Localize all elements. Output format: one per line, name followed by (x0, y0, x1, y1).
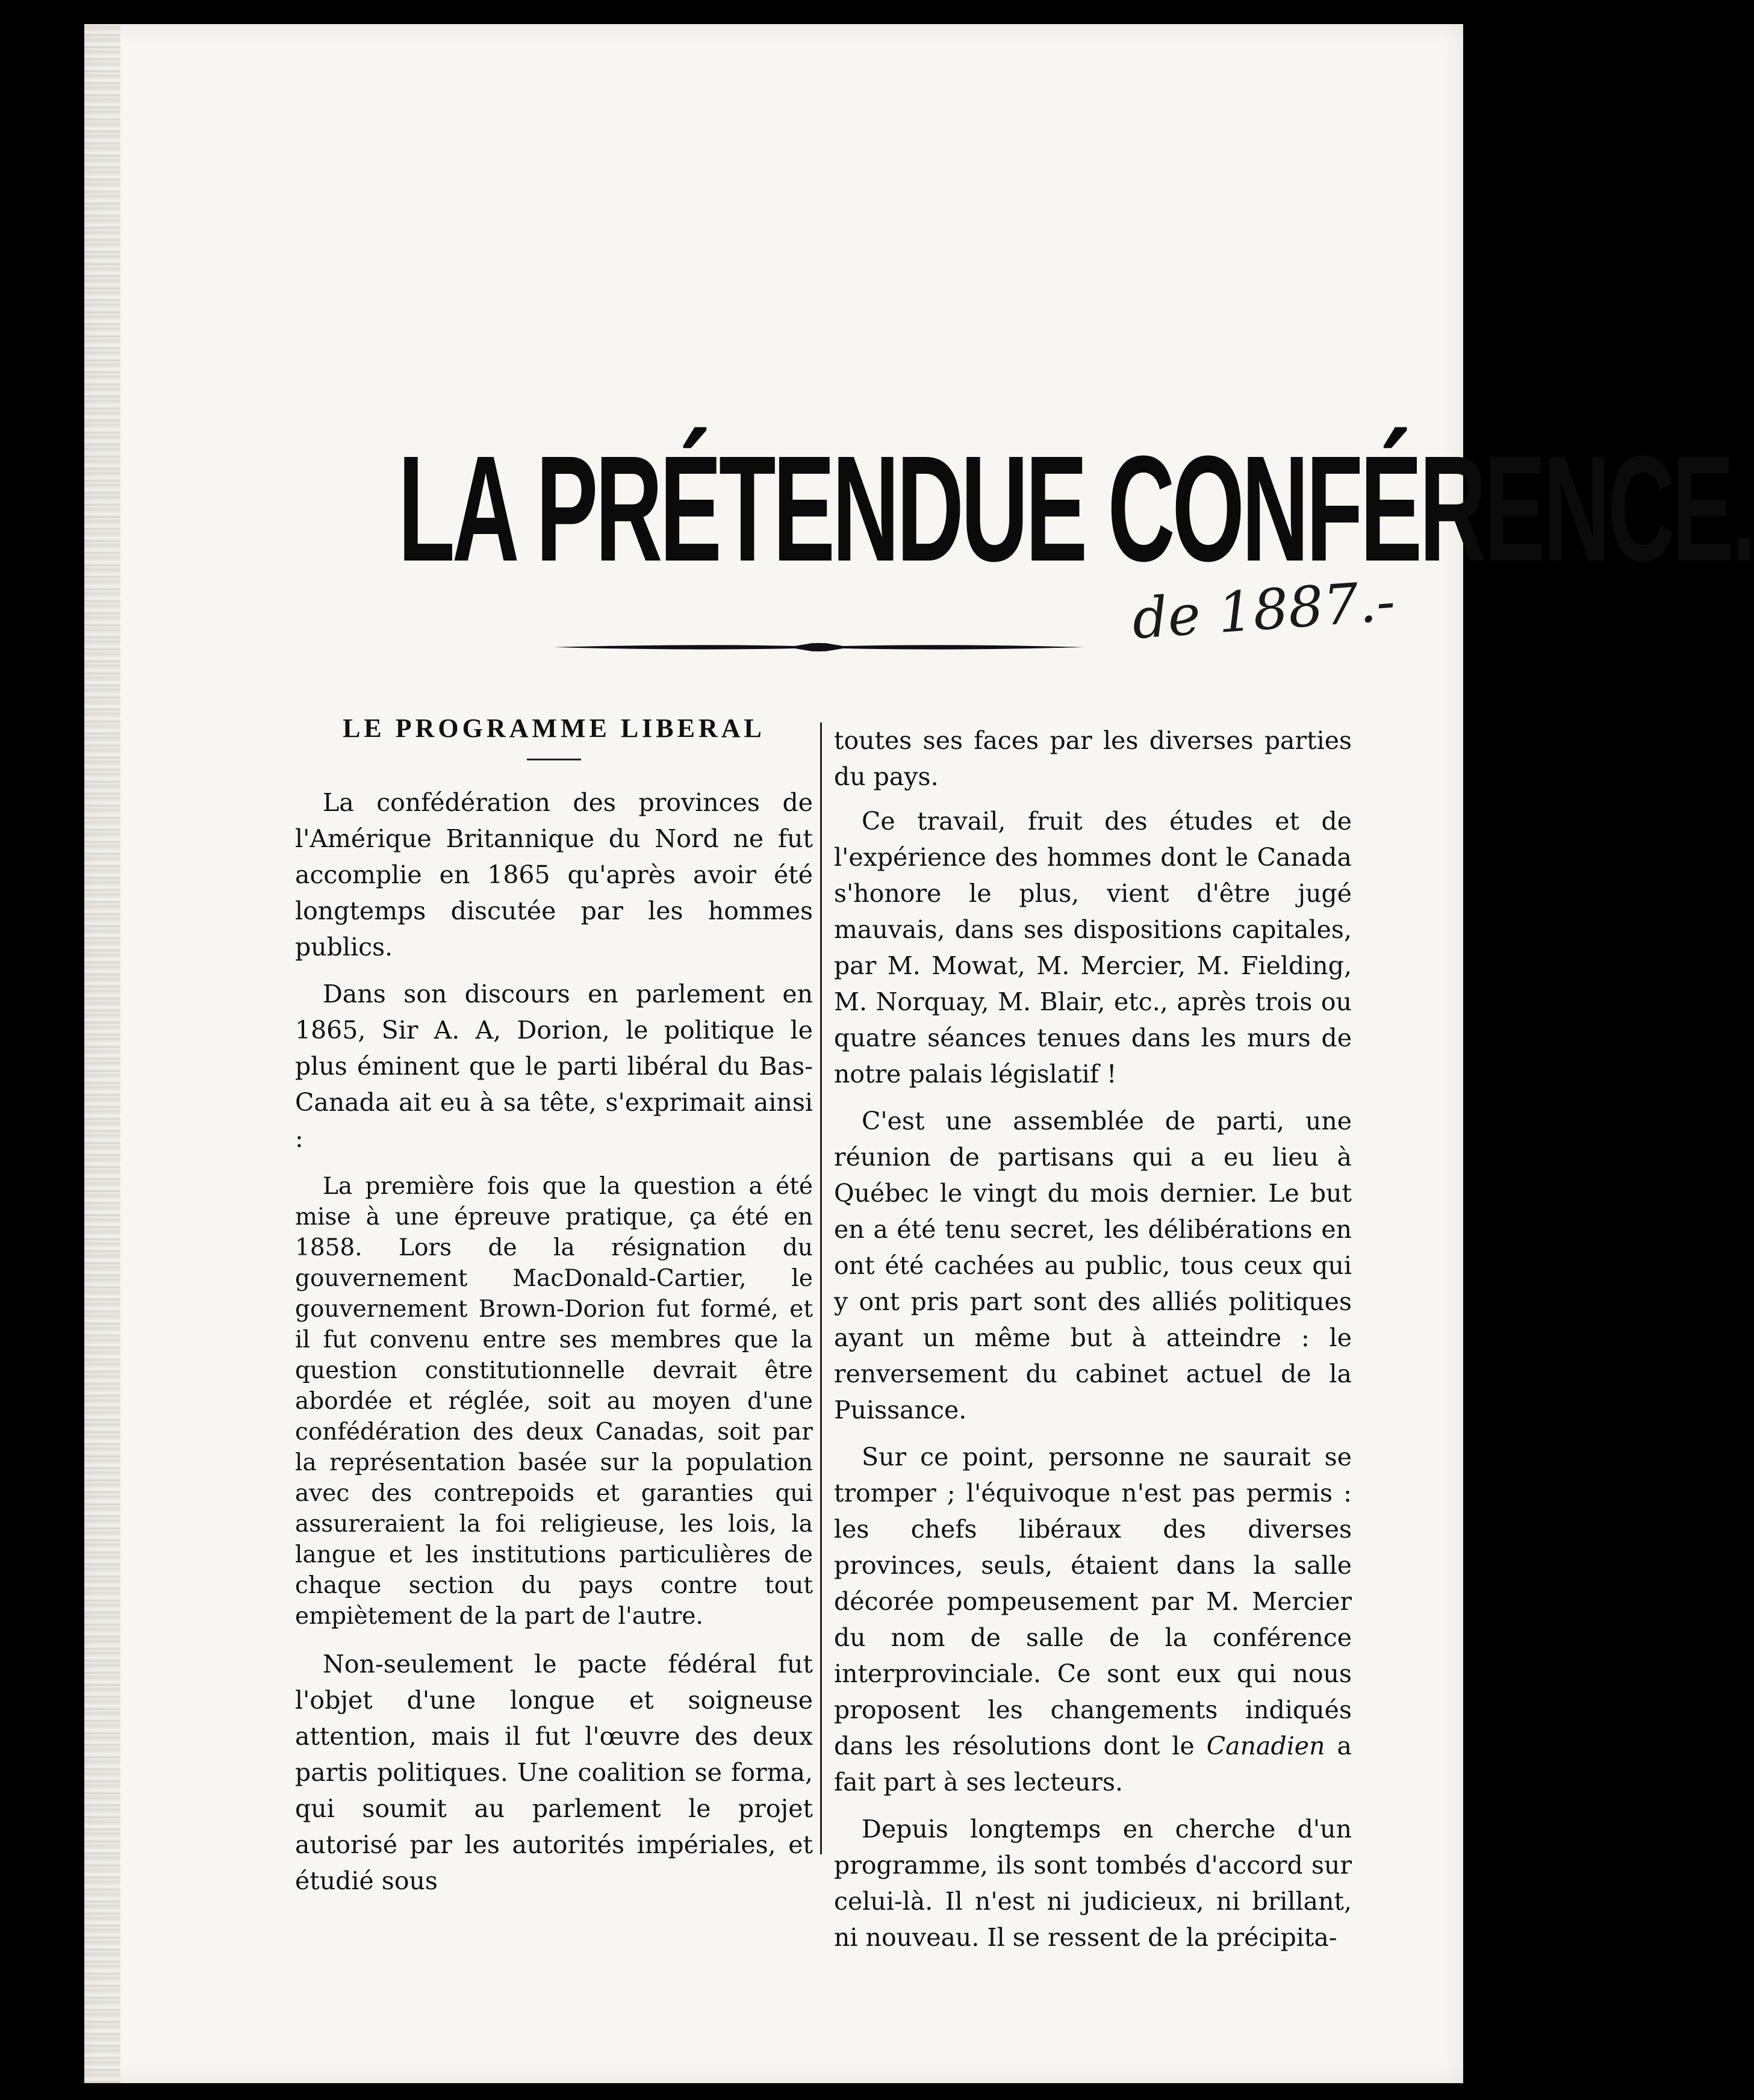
block-quote: La première fois que la question a été mise à une épreuve pratique, ça été en 1858. Lors de la résignation du gouvernement MacDonald-Cartier, le gouvernement Brown-Dorion fut formé, et il fut convenu entre ses membres que la question constitutionnelle devrait être abordée et réglée, soit au moyen d'une confédération des deux Canadas, soit par la représentation basée sur la population avec des contrepoids et garanties qui assureraient la foi religieuse, les lois, la langue et les institutions particulières de chaque section du pays contre tout empiètement de la part de l'autre. (295, 1173, 813, 1630)
paragraph-text: a fait part à ses lecteurs. (834, 1732, 1352, 1797)
left-column (295, 710, 813, 1910)
handwritten-note: de 1887.- (1130, 568, 1398, 652)
paragraph: Ce travail, fruit des études et de l'expérience des hommes dont le Canada s'honore le plus, vient d'être jugé mauvais, dans ses dispositions capitales, par M. Mowat, M. Mercier, M. Fielding, M. Norquay, M. Blair, etc., après trois ou quatre séances tenues dans les murs de notre palais législatif ! (834, 807, 1352, 1089)
paragraph (834, 1439, 1352, 1800)
paragraph: Depuis longtemps en cherche d'un programme, ils sont tombés d'accord sur celui-là. Il n'est ni judicieux, ni brillant, ni nouveau. Il se ressent de la précipita- (834, 1815, 1352, 1952)
right-column (834, 722, 1352, 1966)
paragraph: toutes ses faces par les diverses parties du pays. (834, 726, 1352, 791)
paragraph: C'est une assemblée de parti, une réunion de partisans qui a eu lieu à Québec le vingt du mois dernier. Le but en a été tenu secret, les délibérations en ont été cachées au public, tous ceux qui y ont pris part sont des alliés politiques ayant un même but à atteindre : le renversement du cabinet actuel de la Puissance. (834, 1107, 1352, 1424)
section-heading: LE PROGRAMME LIBERAL (343, 713, 765, 743)
ornamental-rule (554, 638, 1084, 656)
document-title: LA PRÉTENDUE CONFÉRENCE. (398, 424, 1754, 592)
column-divider (820, 722, 822, 1854)
worn-page-edge (84, 24, 120, 2083)
heading-rule (527, 759, 581, 760)
paragraph: La confédération des provinces de l'Amérique Britannique du Nord ne fut accomplie en 1865 qu'après avoir été longtemps discutée par les hommes publics. (295, 788, 813, 961)
newspaper-name: Canadien (1206, 1732, 1325, 1760)
paragraph: Dans son discours en parlement en 1865, Sir A. A, Dorion, le politique le plus éminent que le parti libéral du Bas-Canada ait eu à sa tête, s'exprimait ainsi : (295, 980, 813, 1153)
paragraph-text: Sur ce point, personne ne saurait se tromper ; l'équivoque n'est pas permis : les chefs libéraux des diverses provinces, seuls, étaient dans la salle décorée pompeusement par M. Mercier du nom de salle de la conférence interprovinciale. Ce sont eux qui nous proposent les changements indiqués dans les résolutions dont le (834, 1443, 1352, 1760)
paragraph: Non-seulement le pacte fédéral fut l'objet d'une longue et soigneuse attention, mais il fut l'œuvre des deux partis politiques. Une coalition se forma, qui soumit au parlement le projet autorisé par les autorités impériales, et étudié sous (295, 1650, 813, 1895)
